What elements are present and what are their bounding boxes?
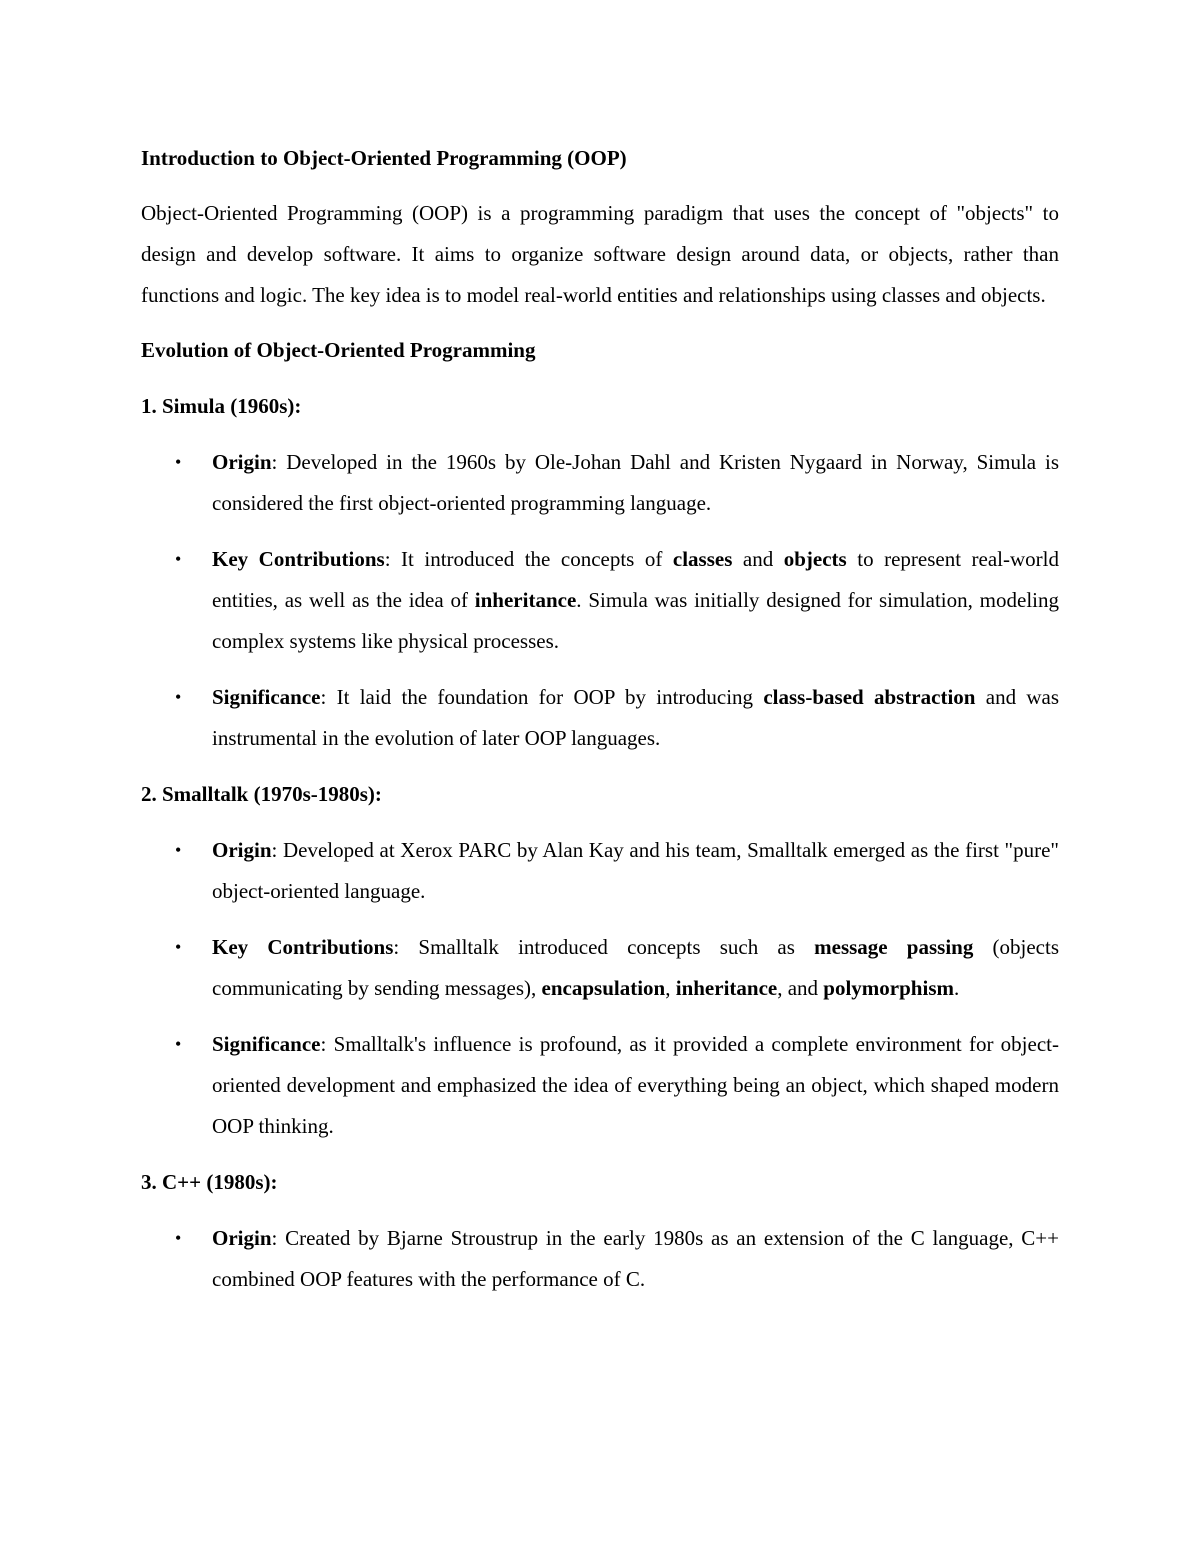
smalltalk-origin-item [141, 830, 1059, 912]
simula-origin-item [141, 442, 1059, 524]
bullet-icon: • [175, 1228, 182, 1248]
contributions-label: Key Contributions [212, 935, 394, 959]
simula-significance-item [141, 677, 1059, 759]
significance-text: : It laid the foundation for OOP by introducing [320, 685, 764, 709]
bullet-icon: • [175, 1034, 182, 1054]
intro-paragraph: Object-Oriented Programming (OOP) is a programming paradigm that uses the concept of "objects" to design and develop software. It aims to organize software design around data, or objects, rather than functions and logic. The key idea is to model real-world entities and relationships using classes and objects. [141, 201, 1059, 307]
simula-bullet-list [141, 442, 1059, 759]
significance-label: Significance [212, 1032, 321, 1056]
bold-term: encapsulation [541, 976, 666, 1000]
smalltalk-contributions-item [141, 927, 1059, 1009]
cpp-origin-item [141, 1218, 1059, 1300]
contributions-text: . Simula was initially designed for simulation, modeling complex systems like physical processes. [212, 588, 1059, 653]
origin-text: : Created by Bjarne Stroustrup in the early 1980s as an extension of the C language, C++ combined OOP features with the performance of C. [212, 1226, 1059, 1291]
origin-label: Origin [212, 450, 272, 474]
significance-text: and was instrumental in the evolution of later OOP languages. [212, 685, 1060, 750]
bold-term: polymorphism [823, 976, 954, 1000]
contributions-text: , [665, 976, 676, 1000]
contributions-text: : Smalltalk introduced concepts such as [393, 935, 815, 959]
contributions-text: , and [777, 976, 824, 1000]
evolution-heading: Evolution of Object-Oriented Programming [141, 338, 536, 362]
smalltalk-bullet-list [141, 830, 1059, 1147]
origin-text: : Developed in the 1960s by Ole-Johan Dahl and Kristen Nygaard in Norway, Simula is considered the first object-oriented programming language. [212, 450, 1059, 515]
bullet-icon: • [175, 687, 182, 707]
bold-term: message passing [814, 935, 974, 959]
document-title: Introduction to Object-Oriented Programming (OOP) [141, 146, 627, 170]
contributions-text: and [732, 547, 784, 571]
bold-term: objects [783, 547, 847, 571]
bold-term: class-based abstraction [763, 685, 976, 709]
bullet-icon: • [175, 452, 182, 472]
simula-contributions-item [141, 539, 1059, 662]
contributions-text: : It introduced the concepts of [384, 547, 673, 571]
document-body [141, 138, 1059, 1315]
significance-text: : Smalltalk's influence is profound, as it provided a complete environment for object-oriented development and emphasized the idea of everything being an object, which shaped modern OOP thinking. [212, 1032, 1059, 1138]
origin-text: : Developed at Xerox PARC by Alan Kay and his team, Smalltalk emerged as the first "pure" object-oriented language. [212, 838, 1059, 903]
bold-term: inheritance [675, 976, 778, 1000]
significance-label: Significance [212, 685, 321, 709]
bullet-icon: • [175, 549, 182, 569]
contributions-label: Key Contributions [212, 547, 385, 571]
contributions-text: (objects communicating by sending messages), [212, 935, 1060, 1000]
cpp-bullet-list [141, 1218, 1059, 1300]
bold-term: inheritance [474, 588, 577, 612]
smalltalk-significance-item [141, 1024, 1059, 1147]
contributions-text: to represent real-world entities, as well as the idea of [212, 547, 1060, 612]
bullet-icon: • [175, 840, 182, 860]
cpp-heading: 3. C++ (1980s): [141, 1170, 278, 1194]
bold-term: classes [672, 547, 733, 571]
contributions-text: . [953, 976, 960, 1000]
smalltalk-heading: 2. Smalltalk (1970s-1980s): [141, 782, 382, 806]
simula-heading: 1. Simula (1960s): [141, 394, 302, 418]
bullet-icon: • [175, 937, 182, 957]
origin-label: Origin [212, 838, 272, 862]
origin-label: Origin [212, 1226, 272, 1250]
